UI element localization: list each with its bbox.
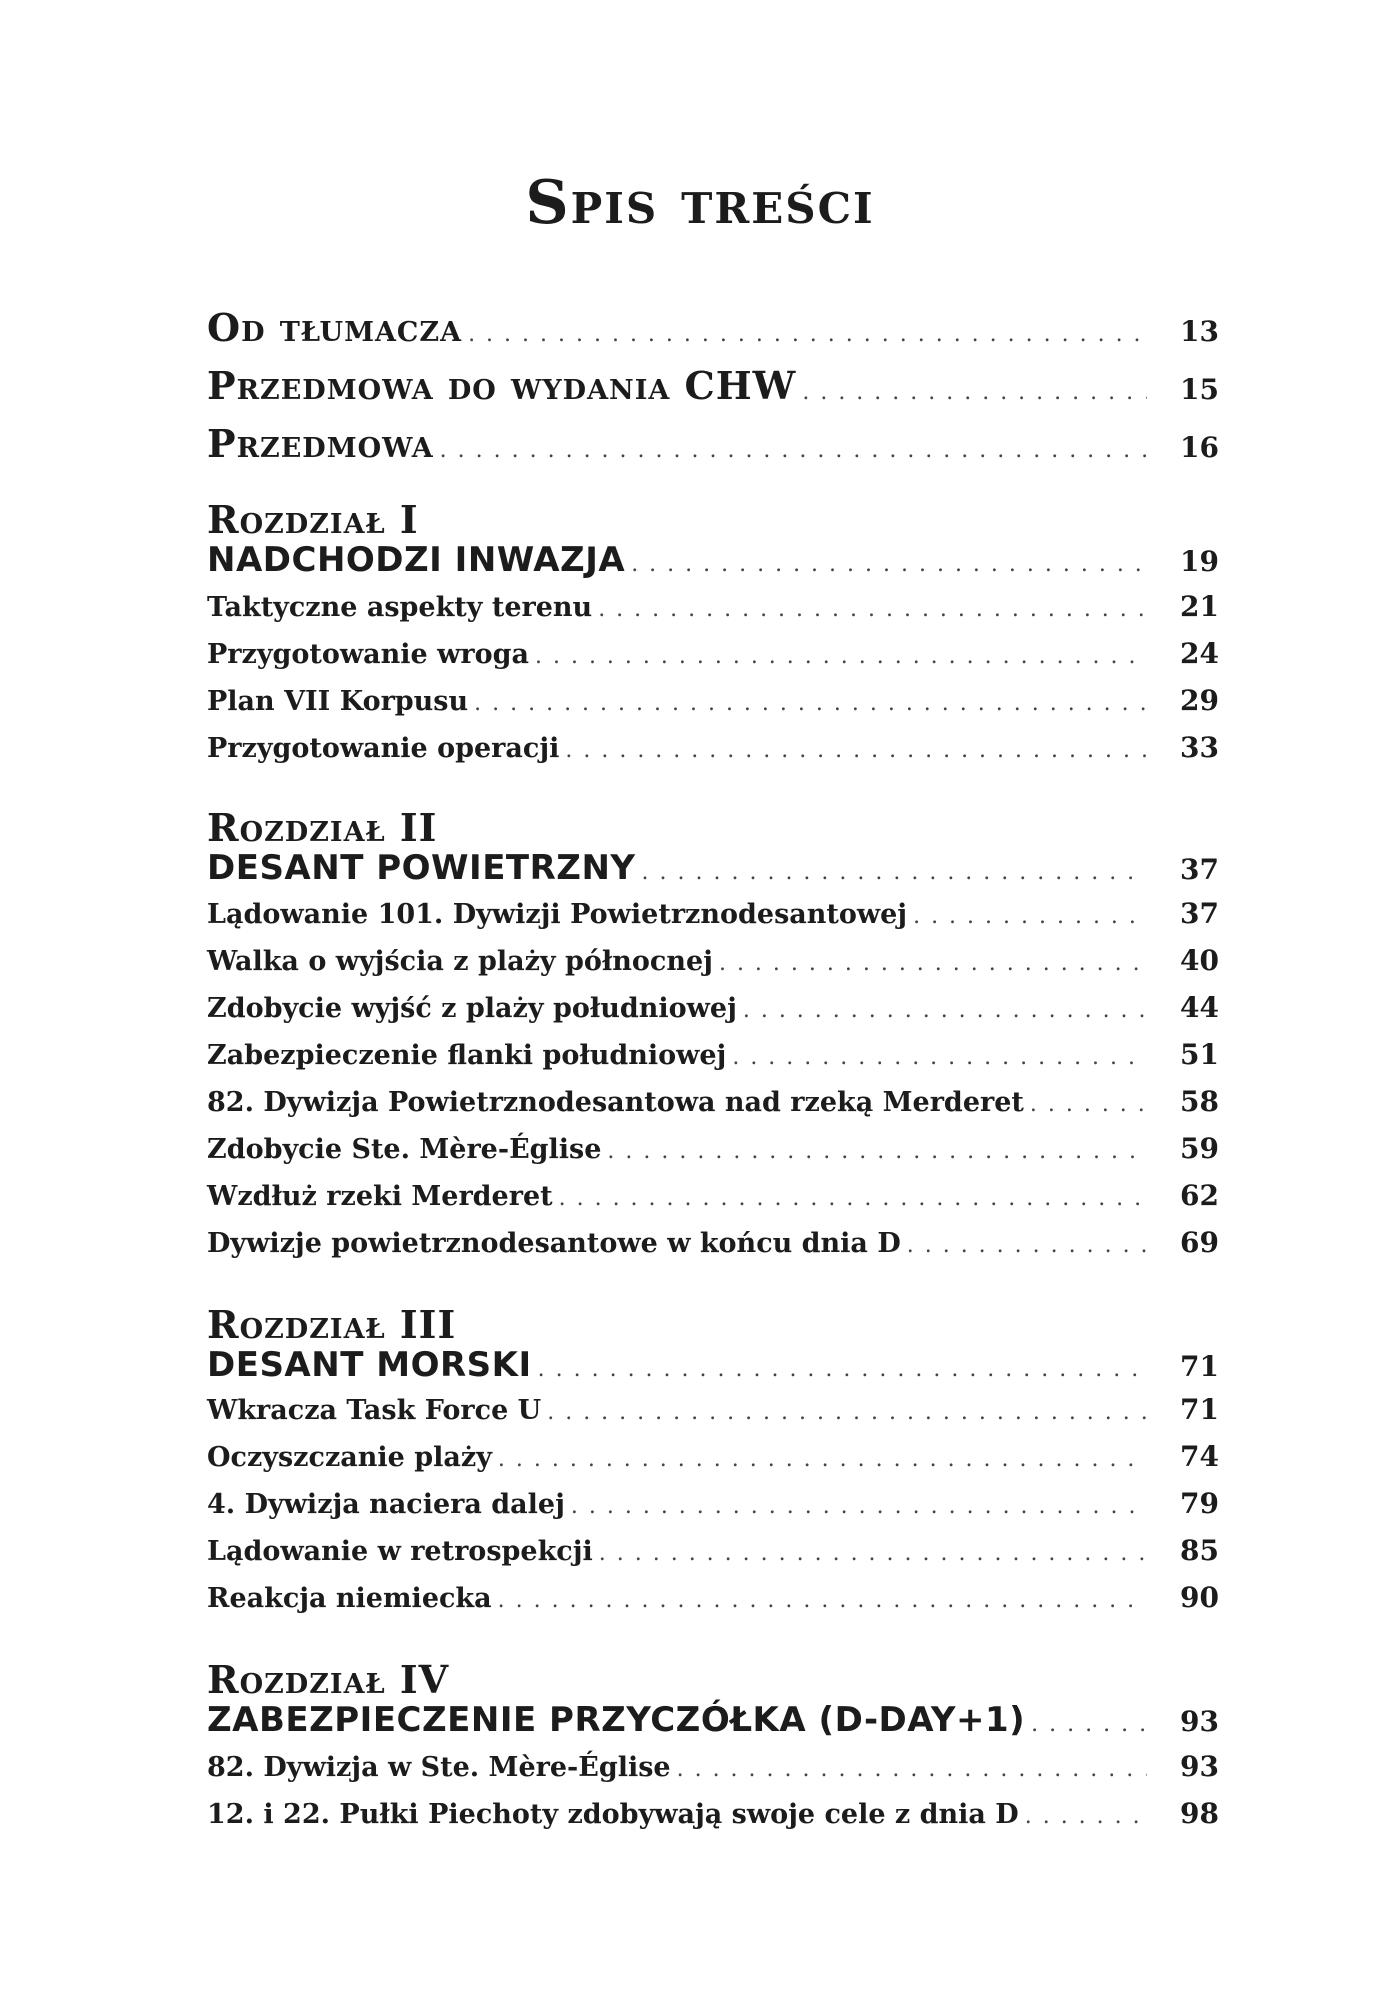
- toc-entry-section: [207, 897, 1219, 941]
- toc-page-number: 58: [1180, 1085, 1219, 1118]
- toc-entry-label: Przedmowa: [207, 421, 434, 466]
- toc-entry-chapter: [207, 1345, 1219, 1389]
- toc-page-number: 93: [1180, 1750, 1219, 1783]
- toc-entry-label: DESANT POWIETRZNY: [207, 848, 636, 888]
- dot-leader: [631, 552, 1147, 577]
- dot-leader: [498, 1588, 1147, 1613]
- toc-entry-label: Walka o wyjścia z plaży północnej: [207, 946, 713, 977]
- toc-entry-section: [207, 1487, 1219, 1531]
- toc-page-number: 29: [1180, 684, 1219, 717]
- toc-entry-section: [207, 637, 1219, 681]
- dot-leader: [440, 438, 1147, 463]
- toc-entry-front: [207, 421, 1219, 465]
- toc-entry-chapter: [207, 848, 1219, 892]
- toc-entry-label: Zdobycie wyjść z plaży południowej: [207, 993, 737, 1024]
- dot-leader: [1025, 1804, 1147, 1829]
- toc-entry-section: [207, 1440, 1219, 1484]
- dot-leader: [535, 644, 1147, 669]
- chapter-heading: Rozdział II: [207, 805, 438, 850]
- toc-entry-label: Przygotowanie wroga: [207, 639, 529, 670]
- toc-entry-section: [207, 1534, 1219, 1578]
- toc-entry-label: Wzdłuż rzeki Merderet: [207, 1181, 553, 1212]
- toc-page-number: 69: [1180, 1226, 1219, 1259]
- toc-entry-section: [207, 590, 1219, 634]
- toc-entry-section: [207, 1581, 1219, 1625]
- toc-entry-section: [207, 1132, 1219, 1176]
- toc-entry-section: [207, 991, 1219, 1035]
- toc-entry-label: Przygotowanie operacji: [207, 733, 560, 764]
- toc-entry-label: Dywizje powietrznodesantowe w końcu dnia D: [207, 1228, 901, 1259]
- dot-leader: [642, 860, 1147, 885]
- page-title: Spis treści: [525, 168, 875, 238]
- dot-leader: [1030, 1092, 1147, 1117]
- toc-page-number: 79: [1180, 1487, 1219, 1520]
- dot-leader: [913, 904, 1147, 929]
- toc-page-number: 24: [1180, 637, 1219, 670]
- toc-page-number: 59: [1180, 1132, 1219, 1165]
- toc-entry-label: Przedmowa do wydania CHW: [207, 363, 797, 408]
- dot-leader: [571, 1494, 1147, 1519]
- toc-entry-section: [207, 684, 1219, 728]
- dot-leader: [559, 1186, 1147, 1211]
- toc-entry-label: Zdobycie Ste. Mère-Église: [207, 1134, 602, 1165]
- toc-page-number: 71: [1180, 1350, 1219, 1383]
- toc-page-number: 51: [1180, 1038, 1219, 1071]
- toc-entry-section: [207, 1226, 1219, 1270]
- dot-leader: [743, 998, 1147, 1023]
- toc-page-number: 19: [1180, 545, 1219, 578]
- toc-page-number: 37: [1180, 853, 1219, 886]
- toc-page-number: 15: [1180, 373, 1219, 406]
- toc-entry-label: 82. Dywizja w Ste. Mère-Église: [207, 1752, 671, 1783]
- toc-entry-label: 12. i 22. Pułki Piechoty zdobywają swoje cele z dnia D: [207, 1799, 1019, 1830]
- toc-entry-label: Wkracza Task Force U: [207, 1395, 542, 1426]
- dot-leader: [907, 1233, 1147, 1258]
- dot-leader: [474, 691, 1147, 716]
- toc-entry-label: ZABEZPIECZENIE PRZYCZÓŁKA (D-DAY+1): [207, 1700, 1026, 1740]
- chapter-heading: Rozdział III: [207, 1302, 457, 1347]
- toc-page-number: 85: [1180, 1534, 1219, 1567]
- toc-page-number: 37: [1180, 897, 1219, 930]
- toc-entry-chapter: [207, 540, 1219, 584]
- dot-leader: [677, 1757, 1147, 1782]
- toc-entry-section: [207, 1038, 1219, 1082]
- toc-entry-label: Lądowanie w retrospekcji: [207, 1536, 593, 1567]
- toc-entry-section: [207, 1179, 1219, 1223]
- toc-entry-front: [207, 363, 1219, 407]
- toc-entry-section: [207, 1797, 1219, 1841]
- toc-page-number: 16: [1180, 431, 1219, 464]
- toc-page-number: 21: [1180, 590, 1219, 623]
- toc-entry-front: [207, 305, 1219, 349]
- toc-entry-section: [207, 1085, 1219, 1129]
- toc-entry-label: 82. Dywizja Powietrznodesantowa nad rzeką Merderet: [207, 1087, 1024, 1118]
- dot-leader: [598, 597, 1147, 622]
- toc-page-number: 62: [1180, 1179, 1219, 1212]
- dot-leader: [547, 1400, 1147, 1425]
- toc-page-number: 40: [1180, 944, 1219, 977]
- toc-entry-label: Od tłumacza: [207, 305, 463, 350]
- toc-entry-label: Reakcja niemiecka: [207, 1583, 492, 1614]
- toc-page-number: 98: [1180, 1797, 1219, 1830]
- toc-page-number: 74: [1180, 1440, 1219, 1473]
- dot-leader: [1031, 1712, 1147, 1737]
- dot-leader: [498, 1447, 1147, 1472]
- dot-leader: [719, 951, 1147, 976]
- toc-entry-label: Zabezpieczenie flanki południowej: [207, 1040, 727, 1071]
- toc-entry-label: DESANT MORSKI: [207, 1345, 532, 1385]
- toc-page-number: 33: [1180, 731, 1219, 764]
- toc-entry-chapter: [207, 1700, 1219, 1744]
- toc-page-number: 71: [1180, 1393, 1219, 1426]
- toc-entry-label: NADCHODZI INWAZJA: [207, 540, 626, 580]
- dot-leader: [468, 322, 1147, 347]
- toc-entry-section: [207, 1750, 1219, 1794]
- toc-entry-label: Oczyszczanie plaży: [207, 1442, 492, 1473]
- toc-page-number: 90: [1180, 1581, 1219, 1614]
- dot-leader: [732, 1045, 1147, 1070]
- toc-page-number: 44: [1180, 991, 1219, 1024]
- toc-entry-label: Lądowanie 101. Dywizji Powietrznodesantowej: [207, 899, 908, 930]
- toc-entry-section: [207, 1393, 1219, 1437]
- toc-page-number: 13: [1180, 315, 1219, 348]
- toc-entry-label: Plan VII Korpusu: [207, 686, 469, 717]
- dot-leader: [607, 1139, 1147, 1164]
- toc-entry-label: 4. Dywizja naciera dalej: [207, 1489, 565, 1520]
- dot-leader: [802, 380, 1147, 405]
- toc-entry-section: [207, 731, 1219, 775]
- dot-leader: [565, 738, 1147, 763]
- toc-entry-section: [207, 944, 1219, 988]
- toc-entry-label: Taktyczne aspekty terenu: [207, 592, 593, 623]
- toc-page-number: 93: [1180, 1705, 1219, 1738]
- dot-leader: [538, 1357, 1147, 1382]
- dot-leader: [599, 1541, 1147, 1566]
- chapter-heading: Rozdział I: [207, 497, 419, 542]
- chapter-heading: Rozdział IV: [207, 1657, 450, 1702]
